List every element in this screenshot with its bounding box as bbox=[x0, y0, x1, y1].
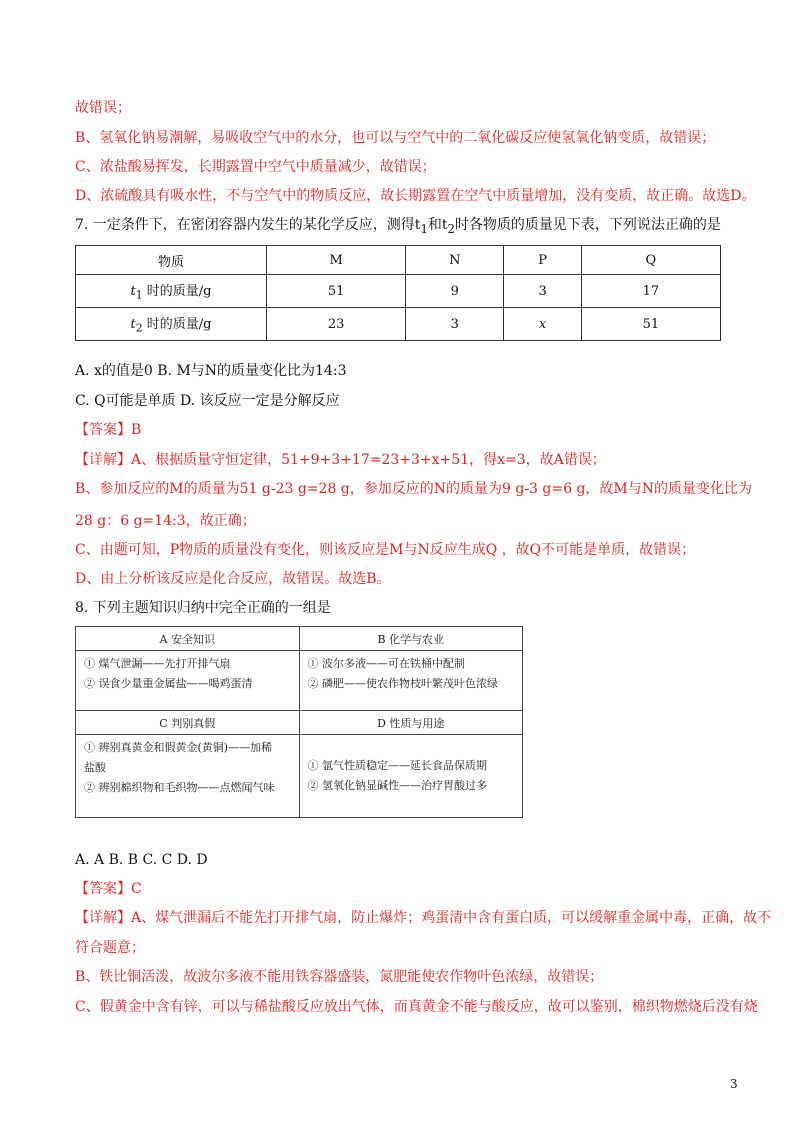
question-7-options: A. x的值是0 B. M与N的质量变化比为14:3 bbox=[75, 363, 347, 379]
table-cell: ① 波尔多液——可在铁桶中配制 ② 磷肥——使农作物枝叶繁茂叶色浓绿 bbox=[299, 651, 523, 711]
table-row bbox=[76, 627, 523, 651]
knowledge-table bbox=[75, 626, 523, 818]
question-7-stem: 7. 一定条件下，在密闭容器内发生的某化学反应，测得$t_1$和$t_2$时各物质的质量见下表，下列说法正确的是 bbox=[75, 217, 721, 236]
table-row bbox=[76, 275, 721, 308]
text-line: C、由题可知，P物质的质量没有变化，则该反应是M与N反应生成Q ，故Q不可能是单质，故错误； bbox=[75, 542, 696, 558]
table-header-cell: C 判别真假 bbox=[76, 710, 300, 734]
table-cell: 9 bbox=[406, 275, 504, 308]
table-header-cell: 物质 bbox=[76, 246, 267, 275]
question-7-answer: 【答案】B bbox=[75, 422, 142, 438]
table-header-cell: D 性质与用途 bbox=[299, 710, 523, 734]
text-line: 28 g：6 g=14:3，故正确； bbox=[75, 513, 256, 529]
page-number: 3 bbox=[730, 1077, 738, 1091]
table-cell: ① 煤气泄漏——先打开排气扇 ② 误食少量重金属盐——喝鸡蛋清 bbox=[76, 651, 300, 711]
table-cell: 17 bbox=[581, 275, 720, 308]
table-header-cell: M bbox=[267, 246, 406, 275]
text-line: B、氢氧化钠易潮解，易吸收空气中的水分，也可以与空气中的二氧化碳反应使氢氧化钠变质，故错误； bbox=[75, 130, 716, 146]
question-8-answer: 【答案】C bbox=[75, 881, 142, 897]
table-header-cell: P bbox=[504, 246, 581, 275]
text-line: 故错误； bbox=[75, 100, 131, 116]
table-row bbox=[76, 651, 523, 711]
mass-table bbox=[75, 245, 721, 341]
table-header-cell: Q bbox=[581, 246, 720, 275]
question-8-stem: 8. 下列主题知识归纳中完全正确的一组是 bbox=[75, 600, 331, 616]
text-line: C、假黄金中含有锌，可以与稀盐酸反应放出气体，而真黄金不能与酸反应，故可以鉴别，棉织物燃烧后没有烧 bbox=[75, 999, 758, 1015]
text-line: D、浓硫酸具有吸水性，不与空气中的物质反应，故长期露置在空气中质量增加，没有变质，故正确。故选D。 bbox=[75, 188, 756, 204]
table-row bbox=[76, 308, 721, 341]
table-header-cell: N bbox=[406, 246, 504, 275]
table-cell: 23 bbox=[267, 308, 406, 341]
text-line: B、铁比铜活泼，故波尔多液不能用铁容器盛装，氮肥能使农作物叶色浓绿，故错误； bbox=[75, 969, 604, 985]
table-cell: 51 bbox=[581, 308, 720, 341]
table-header-cell: A 安全知识 bbox=[76, 627, 300, 651]
table-cell: 51 bbox=[267, 275, 406, 308]
table-cell: ① 辨别真黄金和假黄金(黄铜)——加稀 盐酸 ② 辨别棉织物和毛织物——点燃闻气味 bbox=[76, 735, 300, 818]
table-cell: 3 bbox=[504, 275, 581, 308]
table-cell: ① 氩气性质稳定——延长食品保质期 ② 氢氧化钠显碱性——治疗胃酸过多 bbox=[299, 735, 523, 818]
table-row bbox=[76, 735, 523, 818]
table-header-cell: B 化学与农业 bbox=[299, 627, 523, 651]
table-cell: x bbox=[504, 308, 581, 341]
table-row bbox=[76, 710, 523, 734]
text-line: B、参加反应的M的质量为51 g-23 g=28 g，参加反应的N的质量为9 g-3 g=6 g，故M与N的质量变化比为 bbox=[75, 481, 753, 497]
row-label: $t_1$ 时的质量/g bbox=[76, 275, 267, 308]
table-row bbox=[76, 246, 721, 275]
question-7-options: C. Q可能是单质 D. 该反应一定是分解反应 bbox=[75, 393, 340, 409]
text-line: D、由上分析该反应是化合反应，故错误。故选B。 bbox=[75, 571, 391, 587]
table-cell: 3 bbox=[406, 308, 504, 341]
question-8-options: A. A B. B C. C D. D bbox=[75, 852, 208, 868]
text-line: 符合题意； bbox=[75, 940, 145, 956]
row-label: $t_2$ 时的质量/g bbox=[76, 308, 267, 341]
question-7-detail: 【详解】A、根据质量守恒定律，51+9+3+17=23+3+x+51，得x=3，故A错误； bbox=[75, 452, 606, 468]
text-line: C、浓盐酸易挥发，长期露置中空气中质量减少，故错误； bbox=[75, 159, 436, 175]
question-8-detail: 【详解】A、煤气泄漏后不能先打开排气扇，防止爆炸；鸡蛋清中含有蛋白质，可以缓解重金属中毒，正确，故不 bbox=[75, 910, 772, 926]
